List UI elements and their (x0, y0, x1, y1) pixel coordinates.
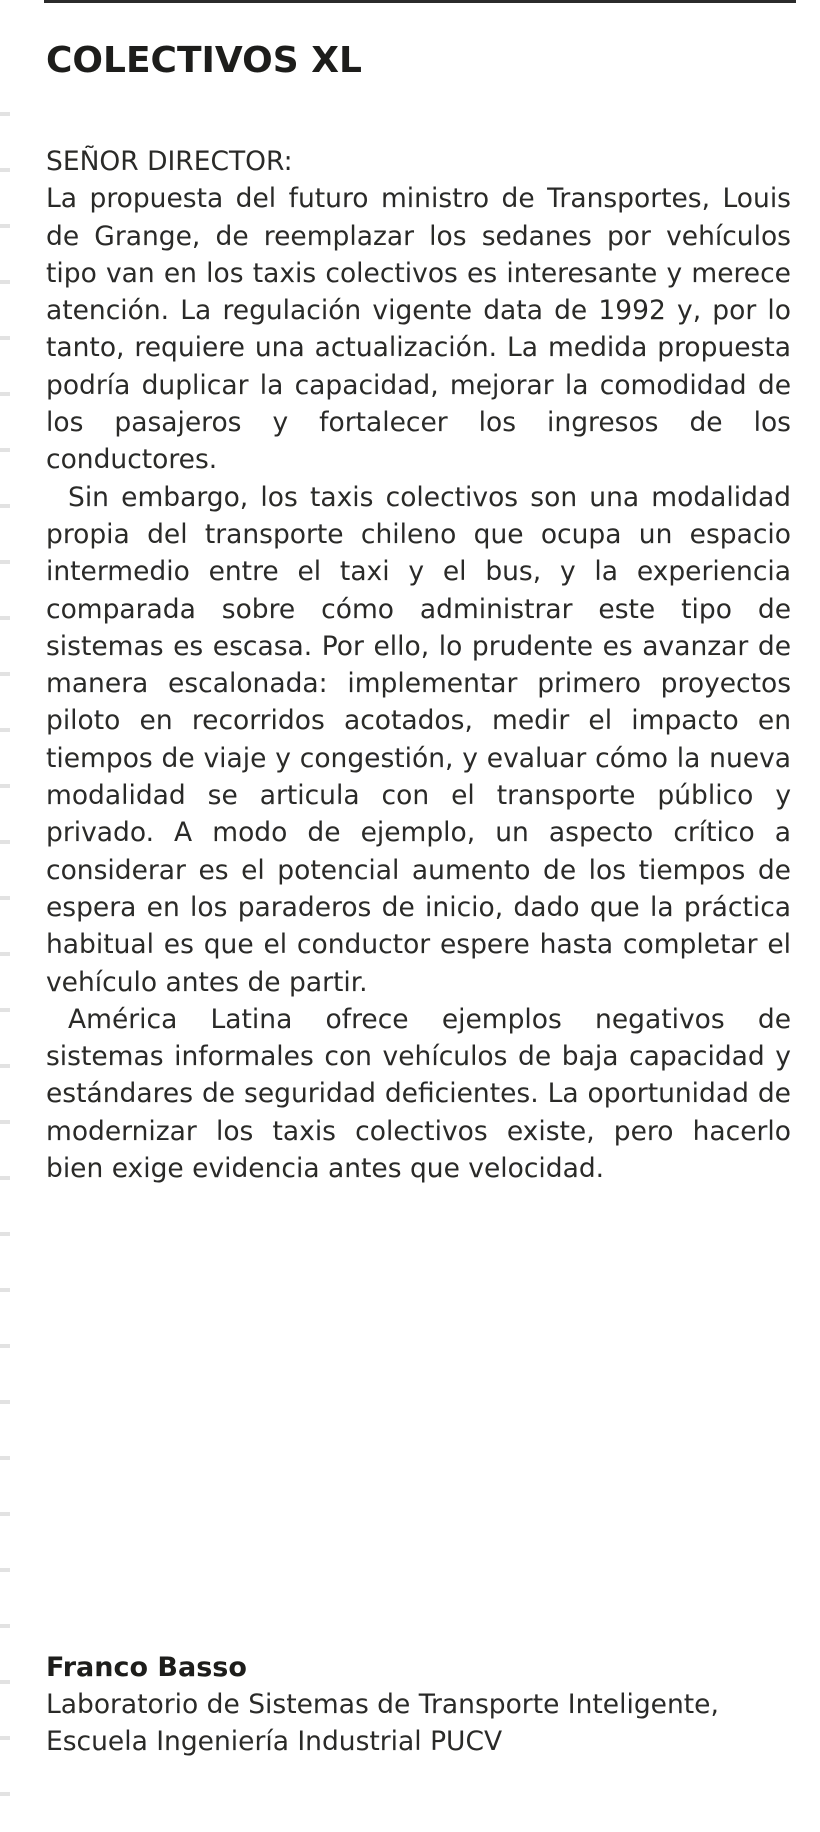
paragraph-3: América Latina ofrece ejemplos negativos de sistemas informales con vehículos de baja capacidad y estándares de seguridad deficientes. La oportunidad de modernizar los taxis colectivos existe, pero hacerlo bien exige evidencia antes que velocidad. (46, 1003, 791, 1185)
letter-body (46, 143, 791, 1187)
paragraph-1: La propuesta del futuro ministro de Transportes, Louis de Grange, de reemplazar los sedanes por vehículos tipo van en los taxis colectivos es interesante y merece atención. La regulación vigente data de 1992 y, por lo tanto, requiere una actualización. La medida propuesta podría duplicar la capacidad, mejorar la comodidad de los pasajeros y fortalecer los ingresos de los conductores. (46, 183, 791, 476)
page-edge-marks (0, 60, 10, 1800)
salutation: SEÑOR DIRECTOR: (46, 146, 293, 177)
author-name: Franco Basso (46, 1652, 247, 1683)
author-affiliation: Laboratorio de Sistemas de Transporte Inteligente, Escuela Ingeniería Industrial PUCV (46, 1689, 719, 1757)
top-rule (44, 0, 796, 3)
letter-headline: COLECTIVOS XL (46, 40, 362, 81)
signature-block (46, 1650, 791, 1760)
paragraph-2: Sin embargo, los taxis colectivos son una modalidad propia del transporte chileno que ocupa un espacio intermedio entre el taxi y el bus, y la experiencia comparada sobre cómo administrar este tipo de sistemas es escasa. Por ello, lo prudente es avanzar de manera escalonada: implementar primero proyectos piloto en recorridos acotados, medir el impacto en tiempos de viaje y congestión, y evaluar cómo la nueva modalidad se articula con el transporte público y privado. A modo de ejemplo, un aspecto crítico a considerar es el potencial aumento de los tiempos de espera en los paraderos de inicio, dado que la práctica habitual es que el conductor espere hasta completar el vehículo antes de partir. (46, 481, 791, 998)
